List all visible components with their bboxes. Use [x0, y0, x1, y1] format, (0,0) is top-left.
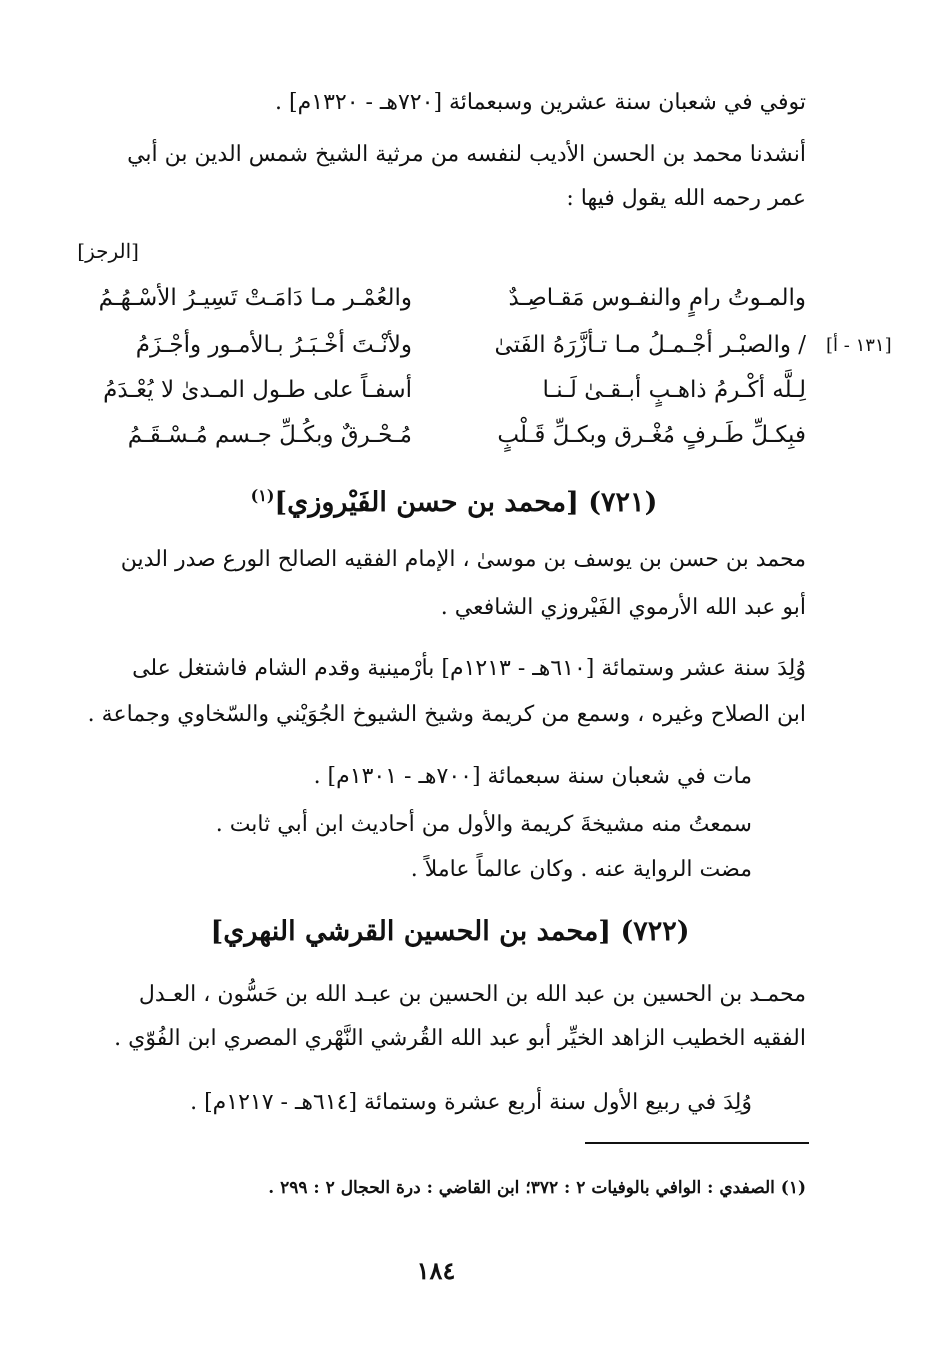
- page-number: ١٨٤: [416, 1256, 456, 1285]
- verse-1-right: والمـوتُ رامٍ والنفـوس مَقـاصِـدٌ: [508, 285, 806, 311]
- entry-722-p2: وُلِدَ في ربيع الأول سنة أربع عشرة وستمائة [٦١٤هـ - ١٢١٧م] .: [190, 1090, 752, 1115]
- entry-721-p3: مات في شعبان سنة سبعمائة [٧٠٠هـ - ١٣٠١م] .: [313, 764, 752, 789]
- poem-meter-label: [الرجز]: [77, 239, 139, 263]
- verse-4-left: مُـحْـرقٌ وبكُـلِّ جـسم مُـسْـقَـمُ: [127, 422, 412, 448]
- entry-721-title: (٧٢١) [محمد بن حسن الفَيْروزي]: [274, 487, 658, 518]
- footnote-separator: [585, 1142, 809, 1144]
- verse-2-left: ولأنْـتَ أخْـبَـرُ بـالأمـور وأجْـزَمُ: [135, 332, 412, 358]
- verse-2-right: / والصبْـر أجْـمـلُ مـا تـأزَّرَهُ الفَتىٰ: [494, 332, 806, 358]
- entry-721-p5: مضت الرواية عنه . وكان عالماً عاملاً .: [410, 857, 752, 882]
- entry-721-p2-line-2: ابن الصلاح وغيره ، وسمع من كريمة وشيخ الشيوخ الجُوَيْني والسّخاوي وجماعة .: [87, 702, 806, 727]
- intro-line-3: عمر رحمه الله يقول فيها :: [566, 186, 806, 211]
- verse-1-left: والعُمْـر مـا دَامَـتْ تَسِيـرُ الأسْـهُـمُ: [98, 285, 412, 311]
- entry-722-p1-line-2: الفقيه الخطيب الزاهد الخيِّر أبو عبد الله القُرشي النَّهْري المصري ابن الفُوّي .: [114, 1026, 806, 1051]
- entry-722-p1-line-1: محمـد بن الحسين بن عبد الله بن الحسين بن عبـد الله بن حَسُّون ، العـدل: [138, 982, 806, 1007]
- verse-4-right: فبِكـلِّ طَـرفٍ مُغْـرق وبكـلِّ قَـلْبٍ: [497, 422, 806, 448]
- entry-721-p4: سمعتُ منه مشيخةَ كريمة والأول من أحاديث ابن أبي ثابت .: [215, 812, 752, 837]
- verse-3-left: أسفـاً على طـول المـدىٰ لا يُعْـدَمُ: [103, 377, 412, 403]
- footnote-1: (١) الصفدي : الوافي بالوفيات ٢ : ٣٧٢؛ ابن القاضي : درة الحجال ٢ : ٢٩٩ .: [268, 1178, 806, 1198]
- verse-3-right: لِـلَّه أكْـرمُ ذاهـبٍ أبـقـىٰ لَـنـا: [542, 377, 806, 403]
- footnote-marker: (١): [250, 486, 275, 505]
- intro-line-2: أنشدنا محمد بن الحسن الأديب لنفسه من مرثية الشيخ شمس الدين بن أبي: [127, 142, 806, 167]
- entry-722-heading: (٧٢٢) [محمد بن الحسين القرشي النهري]: [210, 916, 690, 947]
- entry-721-p1-line-1: محمد بن حسن بن يوسف بن موسىٰ ، الإمام الفقيه الصالح الورع صدر الدين: [120, 547, 806, 572]
- intro-line-1: توفي في شعبان سنة عشرين وسبعمائة [٧٢٠هـ - ١٣٢٠م] .: [275, 90, 806, 115]
- entry-721-p2-line-1: وُلِدَ سنة عشر وستمائة [٦١٠هـ - ١٢١٣م] بأرْمينية وقدم الشام فاشتغل على: [132, 656, 806, 681]
- entry-721-heading: [244, 478, 664, 521]
- entry-721-p1-line-2: أبو عبد الله الأرموي الفَيْروزي الشافعي .: [440, 595, 806, 620]
- poem-margin-reference: [١٣١ - أ]: [826, 335, 892, 356]
